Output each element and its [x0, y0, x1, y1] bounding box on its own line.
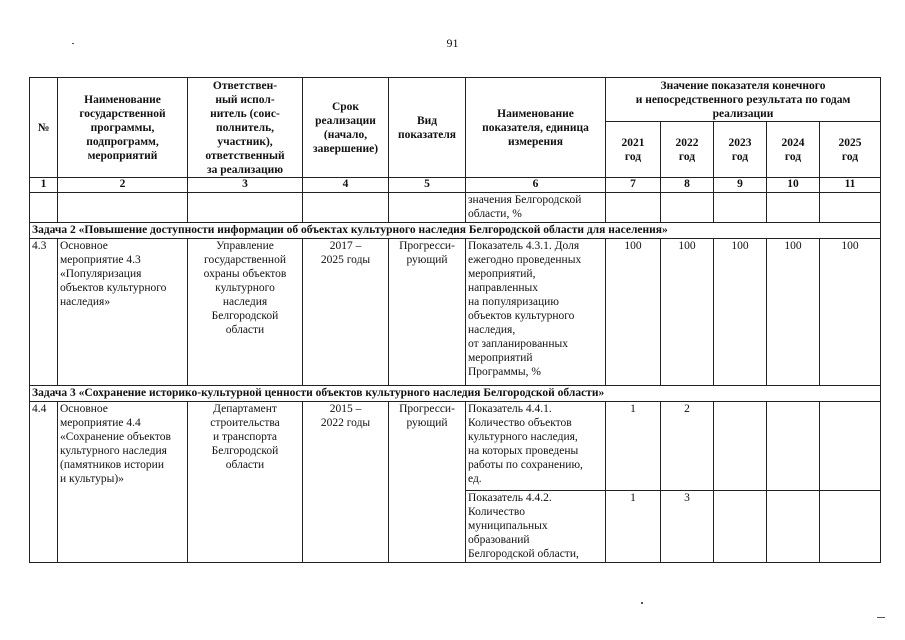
scan-speck — [877, 617, 885, 618]
value-2021: 100 — [606, 239, 661, 386]
row-program-name: Основное мероприятие 4.4 «Сохранение объектов культурного наследия (памятников истории и культуры)» — [58, 402, 188, 563]
header-year-2021: 2021 год — [606, 122, 661, 178]
header-responsible: Ответствен- ный испол- нитель (соис- полнитель, участник), ответственный за реализацию — [188, 78, 303, 178]
header-program-name: Наименование государственной программы, подпрограмм, мероприятий — [58, 78, 188, 178]
column-number: 6 — [466, 178, 606, 193]
header-year-2025: 2025 год — [820, 122, 881, 178]
value-2023: 100 — [714, 239, 767, 386]
value-2024 — [767, 491, 820, 563]
header-period: Срок реализации (начало, завершение) — [303, 78, 389, 178]
column-number: 2 — [58, 178, 188, 193]
header-indicator-name: Наименование показателя, единица измерения — [466, 78, 606, 178]
value-2025 — [820, 402, 881, 491]
table-row-4-3 — [30, 239, 881, 386]
header-year-2024: 2024 год — [767, 122, 820, 178]
value-2021: 1 — [606, 402, 661, 491]
header-year-2022: 2022 год — [661, 122, 714, 178]
row-responsible: Управление государственной охраны объектов культурного наследия Белгородской области — [188, 239, 303, 386]
value-2022: 3 — [661, 491, 714, 563]
task-2-title: Задача 2 «Повышение доступности информации об объектах культурного наследия Белгородской области для населения» — [30, 223, 881, 239]
row-indicator-name: Показатель 4.4.1. Количество объектов культурного наследия, на которых проведены работы по сохранению, ед. — [466, 402, 606, 491]
column-numbers-row — [30, 178, 881, 193]
header-row — [30, 78, 881, 122]
column-number: 1 — [30, 178, 58, 193]
row-indicator-type: Прогресси- рующий — [389, 239, 466, 386]
column-number: 11 — [820, 178, 881, 193]
header-values-by-year: Значение показателя конечного и непосредственного результата по годам реализации — [606, 78, 881, 122]
column-number: 9 — [714, 178, 767, 193]
task-3-row — [30, 386, 881, 402]
value-2023 — [714, 402, 767, 491]
column-number: 8 — [661, 178, 714, 193]
value-2022: 100 — [661, 239, 714, 386]
header-number: № — [30, 78, 58, 178]
value-2021: 1 — [606, 491, 661, 563]
header-indicator-type: Вид показателя — [389, 78, 466, 178]
task-2-row — [30, 223, 881, 239]
continuation-indicator: значения Белгородской области, % — [466, 193, 606, 223]
scan-speck — [72, 43, 74, 44]
value-2024: 100 — [767, 239, 820, 386]
row-period: 2017 – 2025 годы — [303, 239, 389, 386]
row-period: 2015 – 2022 годы — [303, 402, 389, 563]
page-number: 91 — [446, 36, 459, 50]
task-3-title: Задача 3 «Сохранение историко-культурной ценности объектов культурного наследия Белгородской области» — [30, 386, 881, 402]
row-number: 4.3 — [30, 239, 58, 386]
column-number: 7 — [606, 178, 661, 193]
column-number: 4 — [303, 178, 389, 193]
column-number: 10 — [767, 178, 820, 193]
value-2025 — [820, 491, 881, 563]
table-row-4-4 — [30, 402, 881, 491]
scan-speck — [641, 602, 643, 604]
continuation-row — [30, 193, 881, 223]
value-2025: 100 — [820, 239, 881, 386]
row-program-name: Основное мероприятие 4.3 «Популяризация объектов культурного наследия» — [58, 239, 188, 386]
value-2024 — [767, 402, 820, 491]
header-year-2023: 2023 год — [714, 122, 767, 178]
value-2023 — [714, 491, 767, 563]
row-indicator-name: Показатель 4.4.2. Количество муниципальных образований Белгородской области, — [466, 491, 606, 563]
column-number: 5 — [389, 178, 466, 193]
row-responsible: Департамент строительства и транспорта Белгородской области — [188, 402, 303, 563]
row-indicator-name: Показатель 4.3.1. Доля ежегодно проведенных мероприятий, направленных на популяризацию объектов культурного наследия, от запланированных мероприятий Программы, % — [466, 239, 606, 386]
value-2022: 2 — [661, 402, 714, 491]
column-number: 3 — [188, 178, 303, 193]
program-table — [29, 77, 881, 563]
row-indicator-type: Прогресси- рующий — [389, 402, 466, 563]
row-number: 4.4 — [30, 402, 58, 563]
